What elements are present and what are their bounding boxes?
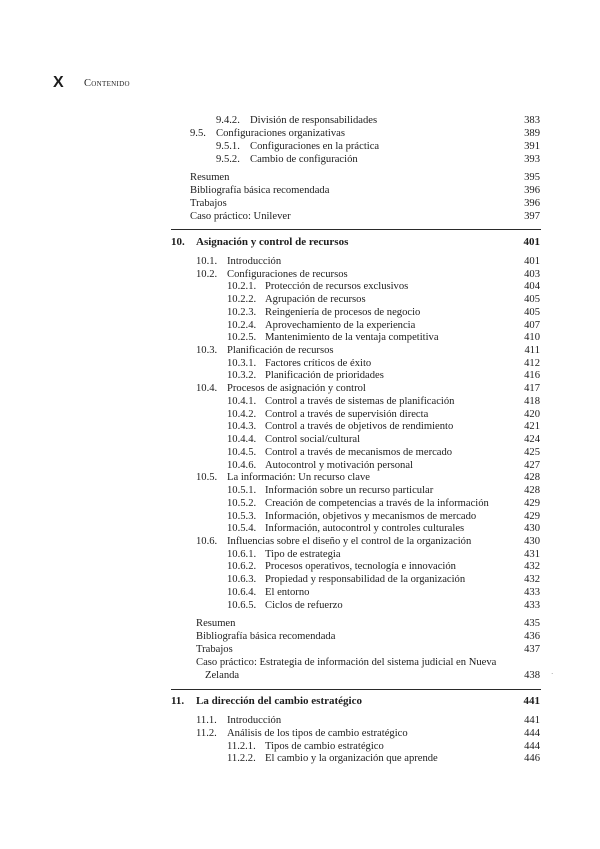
toc-page: 383 (524, 115, 540, 126)
toc-title: Información sobre un recurso particular (265, 485, 434, 496)
toc-number: 10.5. (196, 472, 218, 483)
toc-title: Trabajos (190, 198, 227, 209)
toc-title: Control a través de sistemas de planificación (265, 396, 455, 407)
toc-entry[interactable] (0, 153, 600, 166)
toc-page: 391 (524, 141, 540, 152)
toc-page: 441 (523, 695, 540, 707)
toc-entry[interactable] (0, 484, 600, 497)
toc-title: Análisis de los tipos de cambio estratégico (227, 728, 408, 739)
running-header: Contenido (84, 78, 130, 89)
toc-entry[interactable] (0, 599, 600, 612)
toc-number: 10.6.1. (227, 549, 257, 560)
toc-title: Creación de competencias a través de la información (265, 498, 489, 509)
toc-entry[interactable] (0, 752, 600, 765)
toc-entry[interactable] (0, 656, 600, 669)
toc-page: 425 (524, 447, 540, 458)
toc-title: Introducción (227, 715, 282, 726)
toc-page: 389 (524, 128, 540, 139)
toc-page: 417 (524, 383, 540, 394)
toc-title: Caso práctico: Estrategia de información del sistema judicial en Nueva (196, 657, 497, 668)
toc-number: 10.4.6. (227, 460, 257, 471)
toc-number: 10.5.1. (227, 485, 257, 496)
toc-title: Introducción (227, 256, 282, 267)
toc-page: 420 (524, 409, 540, 420)
toc-title: Influencias sobre el diseño y el control de la organización (227, 536, 472, 547)
toc-number: 10.6.3. (227, 574, 257, 585)
toc-page: 424 (524, 434, 540, 445)
toc-entry[interactable] (0, 210, 600, 223)
toc-number: 10.2.3. (227, 307, 257, 318)
toc-page: 396 (524, 185, 540, 196)
toc-title: La información: Un recurso clave (227, 472, 370, 483)
toc-title: Bibliografía básica recomendada (196, 631, 336, 642)
toc-page: 430 (524, 536, 540, 547)
toc-number: 10.3. (196, 345, 218, 356)
toc-number: 10.2.5. (227, 332, 257, 343)
toc-entry[interactable] (0, 171, 600, 184)
toc-title: Configuraciones de recursos (227, 269, 348, 280)
toc-number: 10.2. (196, 269, 218, 280)
toc-number: 9.4.2. (216, 115, 240, 126)
toc-entry[interactable] (0, 293, 600, 306)
toc-title: Información, autocontrol y controles culturales (265, 523, 465, 534)
toc-title: Autocontrol y motivación personal (265, 460, 413, 471)
toc-entry[interactable] (0, 127, 600, 140)
toc-entry[interactable] (0, 197, 600, 210)
toc-title: Configuraciones organizativas (216, 128, 345, 139)
toc-entry[interactable] (0, 280, 600, 293)
toc-number: 10.6.2. (227, 561, 257, 572)
toc-entry[interactable] (0, 140, 600, 153)
toc-title: Trabajos (196, 644, 233, 655)
toc-number: 10.4.4. (227, 434, 257, 445)
toc-number: 10.4.2. (227, 409, 257, 420)
toc-chapter-entry[interactable] (0, 236, 600, 249)
toc-page: 427 (524, 460, 540, 471)
toc-entry[interactable] (0, 114, 600, 127)
toc-page: 433 (524, 600, 540, 611)
toc-page: 401 (523, 236, 540, 248)
toc-number: 10.4.3. (227, 421, 257, 432)
toc-page: 444 (524, 728, 540, 739)
toc-entry[interactable] (0, 446, 600, 459)
toc-title: Zelanda (205, 670, 240, 681)
toc-entry[interactable] (0, 727, 600, 740)
toc-page: 432 (524, 561, 540, 572)
toc-page: 411 (524, 345, 540, 356)
toc-page: 412 (524, 358, 540, 369)
toc-title: El cambio y la organización que aprende (265, 753, 438, 764)
toc-entry[interactable] (0, 395, 600, 408)
toc-number: 10.2.2. (227, 294, 257, 305)
toc-entry[interactable] (0, 643, 600, 656)
toc-number: 10.6.4. (227, 587, 257, 598)
toc-page: 410 (524, 332, 540, 343)
toc-title: Control a través de objetivos de rendimiento (265, 421, 454, 432)
toc-page: 396 (524, 198, 540, 209)
toc-number: 9.5. (190, 128, 206, 139)
toc-number: 10.2.1. (227, 281, 257, 292)
toc-page: 430 (524, 523, 540, 534)
toc-page: 395 (524, 172, 540, 183)
toc-title: División de responsabilidades (250, 115, 378, 126)
toc-title: Bibliografía básica recomendada (190, 185, 330, 196)
toc-page: 393 (524, 154, 540, 165)
toc-page: 446 (524, 753, 540, 764)
toc-page: 431 (524, 549, 540, 560)
toc-title: Información, objetivos y mecanismos de mercado (265, 511, 477, 522)
toc-number: 10.2.4. (227, 320, 257, 331)
toc-page: 433 (524, 587, 540, 598)
toc-title: Ciclos de refuerzo (265, 600, 343, 611)
toc-number: 10.5.4. (227, 523, 257, 534)
toc-number: 9.5.1. (216, 141, 240, 152)
toc-page: 441 (524, 715, 540, 726)
toc-number: 10.3.1. (227, 358, 257, 369)
toc-title: Control a través de mecanismos de mercado (265, 447, 453, 458)
toc-page: 407 (524, 320, 540, 331)
toc-page: 403 (524, 269, 540, 280)
toc-page: 418 (524, 396, 540, 407)
toc-chapter-entry[interactable] (0, 695, 600, 708)
toc-title: Protección de recursos exclusivos (265, 281, 409, 292)
toc-number: 10.4. (196, 383, 218, 394)
toc-title: Control social/cultural (265, 434, 361, 445)
toc-entry[interactable] (0, 497, 600, 510)
toc-title: Factores críticos de éxito (265, 358, 372, 369)
toc-title: Control a través de supervisión directa (265, 409, 429, 420)
toc-entry[interactable] (0, 306, 600, 319)
toc-entry[interactable] (0, 714, 600, 727)
toc-title: Tipo de estrategia (265, 549, 341, 560)
toc-page: 429 (524, 511, 540, 522)
toc-page: 429 (524, 498, 540, 509)
toc-title: Configuraciones en la práctica (250, 141, 380, 152)
toc-entry[interactable] (0, 369, 600, 382)
toc-page: 428 (524, 472, 540, 483)
toc-title: Resumen (196, 618, 236, 629)
toc-number: 10.4.5. (227, 447, 257, 458)
stray-mark: · (551, 670, 554, 678)
toc-page: 397 (524, 211, 540, 222)
toc-page: 432 (524, 574, 540, 585)
toc-title: Planificación de recursos (227, 345, 334, 356)
toc-number: 10.4.1. (227, 396, 257, 407)
toc-entry[interactable] (0, 331, 600, 344)
toc-entry[interactable] (0, 630, 600, 643)
toc-title: Aprovechamiento de la experiencia (265, 320, 416, 331)
toc-page: 404 (524, 281, 540, 292)
toc-number: 11.2. (196, 728, 217, 739)
toc-page: 444 (524, 741, 540, 752)
toc-page: 405 (524, 307, 540, 318)
toc-entry[interactable] (0, 560, 600, 573)
toc-entry-continuation[interactable] (0, 669, 600, 682)
toc-page: 428 (524, 485, 540, 496)
chapter-divider (171, 689, 541, 690)
toc-title: Cambio de configuración (250, 154, 358, 165)
toc-page: 437 (524, 644, 540, 655)
toc-title: Asignación y control de recursos (196, 236, 349, 248)
toc-entry[interactable] (0, 573, 600, 586)
toc-title: Procesos operativos, tecnología e innovación (265, 561, 456, 572)
toc-entry[interactable] (0, 344, 600, 357)
toc-entry[interactable] (0, 617, 600, 630)
toc-number: 11.2.2. (227, 753, 256, 764)
toc-page: 435 (524, 618, 540, 629)
toc-number: 10.6. (196, 536, 218, 547)
toc-number: 10.1. (196, 256, 218, 267)
toc-number: 11. (171, 695, 185, 707)
toc-page: 401 (524, 256, 540, 267)
toc-number: 11.2.1. (227, 741, 256, 752)
toc-number: 11.1. (196, 715, 217, 726)
toc-title: Procesos de asignación y control (227, 383, 366, 394)
toc-page: 416 (524, 370, 540, 381)
toc-page: 421 (524, 421, 540, 432)
toc-title: Agrupación de recursos (265, 294, 366, 305)
toc-entry[interactable] (0, 433, 600, 446)
toc-title: Tipos de cambio estratégico (265, 741, 384, 752)
toc-title: Reingeniería de procesos de negocio (265, 307, 421, 318)
toc-title: La dirección del cambio estratégico (196, 695, 362, 707)
toc-title: Caso práctico: Unilever (190, 211, 291, 222)
toc-title: Propiedad y responsabilidad de la organización (265, 574, 466, 585)
toc-title: Mantenimiento de la ventaja competitiva (265, 332, 439, 343)
toc-entry[interactable] (0, 522, 600, 535)
toc-page: 405 (524, 294, 540, 305)
chapter-divider (171, 229, 541, 230)
toc-title: Resumen (190, 172, 230, 183)
toc-entry[interactable] (0, 471, 600, 484)
toc-number: 10.6.5. (227, 600, 257, 611)
toc-number: 10.5.2. (227, 498, 257, 509)
toc-title: Planificación de prioridades (265, 370, 384, 381)
toc-number: 9.5.2. (216, 154, 240, 165)
toc-page: 438 (524, 670, 540, 681)
toc-entry[interactable] (0, 586, 600, 599)
toc-number: 10. (171, 236, 185, 248)
toc-title: El entorno (265, 587, 310, 598)
toc-entry[interactable] (0, 255, 600, 268)
toc-page: 436 (524, 631, 540, 642)
toc-number: 10.5.3. (227, 511, 257, 522)
page-number-roman: X (53, 74, 64, 91)
toc-entry[interactable] (0, 184, 600, 197)
toc-entry[interactable] (0, 420, 600, 433)
toc-number: 10.3.2. (227, 370, 257, 381)
toc-entry[interactable] (0, 382, 600, 395)
toc-entry[interactable] (0, 535, 600, 548)
